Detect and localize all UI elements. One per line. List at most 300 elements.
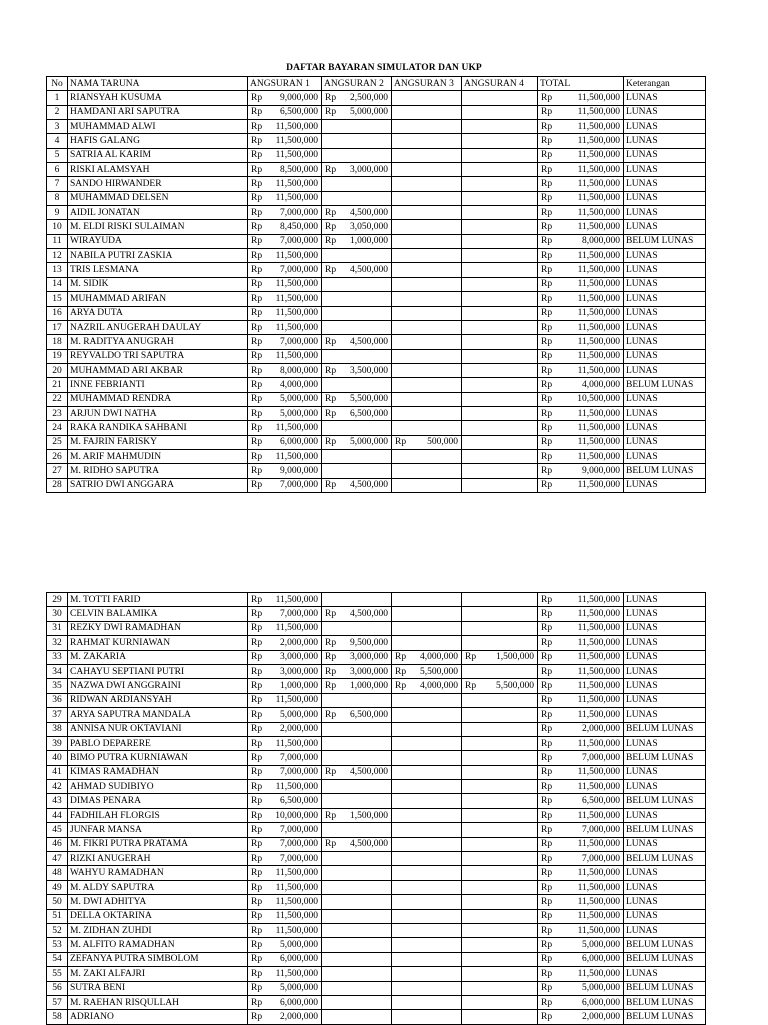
total-cell: [538, 837, 624, 851]
keterangan-cell: LUNAS: [624, 679, 706, 693]
total-cell: [538, 722, 624, 736]
row-number: 49: [47, 880, 68, 894]
angsuran-1-cell: [248, 722, 322, 736]
amount-value: 11,500,000: [275, 193, 318, 204]
header-angsuran-4: ANGSURAN 4: [462, 77, 538, 91]
amount-value: 11,500,000: [577, 868, 620, 879]
currency-label: Rp: [251, 882, 263, 893]
currency-label: Rp: [541, 293, 553, 304]
student-name: RAKA RANDIKA SAHBANI: [68, 421, 248, 435]
table-row: [47, 636, 706, 650]
amount-value: 1,000,000: [350, 681, 388, 692]
total-cell: [538, 852, 624, 866]
angsuran-3-cell: [392, 91, 462, 105]
angsuran-1-cell: [248, 909, 322, 923]
angsuran-4-cell: [462, 866, 538, 880]
angsuran-2-cell: [322, 1010, 392, 1024]
angsuran-3-cell: [392, 449, 462, 463]
amount-value: 11,500,000: [577, 351, 620, 362]
currency-label: Rp: [541, 824, 553, 835]
keterangan-cell: LUNAS: [624, 134, 706, 148]
amount-value: 11,500,000: [577, 839, 620, 850]
angsuran-1-cell: [248, 664, 322, 678]
angsuran-1-cell: [248, 464, 322, 478]
angsuran-4-cell: [462, 392, 538, 406]
amount-value: 11,500,000: [275, 781, 318, 792]
angsuran-1-cell: [248, 923, 322, 937]
currency-label: Rp: [541, 594, 553, 605]
angsuran-4-cell: [462, 378, 538, 392]
angsuran-1-cell: [248, 363, 322, 377]
amount-value: 11,500,000: [577, 896, 620, 907]
table-row: [47, 105, 706, 119]
total-cell: [538, 449, 624, 463]
student-name: M. RIDHO SAPUTRA: [68, 464, 248, 478]
table-row: [47, 664, 706, 678]
amount-value: 3,000,000: [350, 666, 388, 677]
amount-value: 6,500,000: [280, 107, 318, 118]
angsuran-1-cell: [248, 234, 322, 248]
total-cell: [538, 708, 624, 722]
student-name: TRIS LESMANA: [68, 263, 248, 277]
student-name: HAFIS GALANG: [68, 134, 248, 148]
keterangan-cell: LUNAS: [624, 406, 706, 420]
row-number: 30: [47, 607, 68, 621]
student-name: DELLA OKTARINA: [68, 909, 248, 923]
header-total: TOTAL: [538, 77, 624, 91]
amount-value: 10,500,000: [577, 394, 620, 405]
student-name: MUHAMMAD DELSEN: [68, 191, 248, 205]
amount-value: 4,000,000: [420, 681, 458, 692]
amount-value: 2,000,000: [280, 1012, 318, 1023]
angsuran-3-cell: [392, 765, 462, 779]
keterangan-cell: BELUM LUNAS: [624, 378, 706, 392]
currency-label: Rp: [541, 236, 553, 247]
row-number: 24: [47, 421, 68, 435]
currency-label: Rp: [251, 164, 263, 175]
student-name: INNE FEBRIANTI: [68, 378, 248, 392]
currency-label: Rp: [541, 738, 553, 749]
keterangan-cell: LUNAS: [624, 392, 706, 406]
angsuran-2-cell: [322, 967, 392, 981]
table-row: [47, 722, 706, 736]
row-number: 39: [47, 736, 68, 750]
currency-label: Rp: [325, 637, 337, 648]
currency-label: Rp: [251, 250, 263, 261]
table-row: [47, 421, 706, 435]
amount-value: 6,000,000: [280, 997, 318, 1008]
total-cell: [538, 220, 624, 234]
angsuran-2-cell: [322, 995, 392, 1009]
amount-value: 11,500,000: [577, 968, 620, 979]
table-row: [47, 120, 706, 134]
angsuran-4-cell: [462, 664, 538, 678]
currency-label: Rp: [395, 681, 407, 692]
angsuran-3-cell: [392, 464, 462, 478]
angsuran-1-cell: [248, 866, 322, 880]
currency-label: Rp: [541, 882, 553, 893]
row-number: 10: [47, 220, 68, 234]
currency-label: Rp: [251, 637, 263, 648]
table-row: [47, 765, 706, 779]
currency-label: Rp: [251, 394, 263, 405]
total-cell: [538, 995, 624, 1009]
amount-value: 11,500,000: [275, 868, 318, 879]
row-number: 1: [47, 91, 68, 105]
currency-label: Rp: [541, 279, 553, 290]
angsuran-1-cell: [248, 880, 322, 894]
currency-label: Rp: [251, 193, 263, 204]
angsuran-4-cell: [462, 967, 538, 981]
row-number: 11: [47, 234, 68, 248]
row-number: 32: [47, 636, 68, 650]
angsuran-4-cell: [462, 435, 538, 449]
payment-table-page-1: [46, 76, 706, 493]
angsuran-1-cell: [248, 306, 322, 320]
angsuran-1-cell: [248, 736, 322, 750]
total-cell: [538, 91, 624, 105]
keterangan-cell: BELUM LUNAS: [624, 464, 706, 478]
amount-value: 3,500,000: [350, 365, 388, 376]
row-number: 15: [47, 292, 68, 306]
currency-label: Rp: [541, 709, 553, 720]
currency-label: Rp: [251, 1012, 263, 1023]
amount-value: 11,500,000: [577, 623, 620, 634]
student-name: M. RADITYA ANUGRAH: [68, 335, 248, 349]
currency-label: Rp: [395, 437, 407, 448]
angsuran-2-cell: [322, 765, 392, 779]
amount-value: 6,000,000: [582, 954, 620, 965]
angsuran-2-cell: [322, 952, 392, 966]
keterangan-cell: LUNAS: [624, 421, 706, 435]
total-cell: [538, 392, 624, 406]
amount-value: 11,500,000: [577, 609, 620, 620]
student-name: ZEFANYA PUTRA SIMBOLOM: [68, 952, 248, 966]
currency-label: Rp: [541, 365, 553, 376]
amount-value: 11,500,000: [275, 695, 318, 706]
angsuran-1-cell: [248, 349, 322, 363]
angsuran-2-cell: [322, 693, 392, 707]
currency-label: Rp: [251, 179, 263, 190]
total-cell: [538, 938, 624, 952]
angsuran-1-cell: [248, 421, 322, 435]
angsuran-2-cell: [322, 277, 392, 291]
currency-label: Rp: [541, 179, 553, 190]
table-row: [47, 392, 706, 406]
total-cell: [538, 148, 624, 162]
currency-label: Rp: [251, 121, 263, 132]
currency-label: Rp: [251, 709, 263, 720]
angsuran-1-cell: [248, 177, 322, 191]
table-header-row: [47, 77, 706, 91]
total-cell: [538, 206, 624, 220]
angsuran-3-cell: [392, 967, 462, 981]
angsuran-1-cell: [248, 650, 322, 664]
row-number: 38: [47, 722, 68, 736]
student-name: M. TOTTI FARID: [68, 593, 248, 607]
angsuran-3-cell: [392, 292, 462, 306]
amount-value: 5,500,000: [420, 666, 458, 677]
keterangan-cell: LUNAS: [624, 895, 706, 909]
angsuran-4-cell: [462, 621, 538, 635]
student-name: NABILA PUTRI ZASKIA: [68, 249, 248, 263]
angsuran-1-cell: [248, 751, 322, 765]
amount-value: 11,500,000: [577, 265, 620, 276]
keterangan-cell: BELUM LUNAS: [624, 1010, 706, 1024]
angsuran-4-cell: [462, 1010, 538, 1024]
angsuran-2-cell: [322, 134, 392, 148]
angsuran-1-cell: [248, 981, 322, 995]
header-angsuran-2: ANGSURAN 2: [322, 77, 392, 91]
angsuran-4-cell: [462, 363, 538, 377]
angsuran-3-cell: [392, 679, 462, 693]
keterangan-cell: LUNAS: [624, 263, 706, 277]
angsuran-2-cell: [322, 621, 392, 635]
currency-label: Rp: [251, 839, 263, 850]
row-number: 29: [47, 593, 68, 607]
total-cell: [538, 349, 624, 363]
currency-label: Rp: [541, 896, 553, 907]
amount-value: 9,500,000: [350, 637, 388, 648]
angsuran-1-cell: [248, 406, 322, 420]
table-row: [47, 277, 706, 291]
amount-value: 7,000,000: [582, 752, 620, 763]
angsuran-1-cell: [248, 478, 322, 492]
angsuran-2-cell: [322, 895, 392, 909]
angsuran-3-cell: [392, 823, 462, 837]
angsuran-4-cell: [462, 808, 538, 822]
currency-label: Rp: [541, 308, 553, 319]
angsuran-3-cell: [392, 435, 462, 449]
amount-value: 11,500,000: [275, 594, 318, 605]
row-number: 23: [47, 406, 68, 420]
amount-value: 11,500,000: [275, 279, 318, 290]
angsuran-3-cell: [392, 664, 462, 678]
amount-value: 5,000,000: [350, 437, 388, 448]
angsuran-1-cell: [248, 105, 322, 119]
row-number: 27: [47, 464, 68, 478]
amount-value: 7,000,000: [280, 752, 318, 763]
angsuran-2-cell: [322, 421, 392, 435]
total-cell: [538, 191, 624, 205]
angsuran-2-cell: [322, 866, 392, 880]
table-row: [47, 206, 706, 220]
angsuran-1-cell: [248, 593, 322, 607]
amount-value: 5,500,000: [350, 394, 388, 405]
currency-label: Rp: [541, 336, 553, 347]
angsuran-2-cell: [322, 406, 392, 420]
currency-label: Rp: [251, 609, 263, 620]
currency-label: Rp: [325, 437, 337, 448]
amount-value: 11,500,000: [577, 767, 620, 778]
keterangan-cell: LUNAS: [624, 277, 706, 291]
angsuran-1-cell: [248, 206, 322, 220]
currency-label: Rp: [251, 136, 263, 147]
table-row: [47, 163, 706, 177]
angsuran-1-cell: [248, 765, 322, 779]
currency-label: Rp: [541, 796, 553, 807]
angsuran-3-cell: [392, 220, 462, 234]
student-name: CAHAYU SEPTIANI PUTRI: [68, 664, 248, 678]
currency-label: Rp: [251, 925, 263, 936]
student-name: CELVIN BALAMIKA: [68, 607, 248, 621]
angsuran-3-cell: [392, 895, 462, 909]
angsuran-3-cell: [392, 650, 462, 664]
amount-value: 2,000,000: [280, 724, 318, 735]
amount-value: 11,500,000: [577, 594, 620, 605]
total-cell: [538, 823, 624, 837]
amount-value: 11,500,000: [275, 925, 318, 936]
angsuran-3-cell: [392, 593, 462, 607]
amount-value: 5,000,000: [280, 394, 318, 405]
angsuran-3-cell: [392, 335, 462, 349]
row-number: 42: [47, 780, 68, 794]
amount-value: 11,500,000: [577, 179, 620, 190]
table-row: [47, 923, 706, 937]
keterangan-cell: LUNAS: [624, 693, 706, 707]
angsuran-3-cell: [392, 837, 462, 851]
header-angsuran-3: ANGSURAN 3: [392, 77, 462, 91]
row-number: 55: [47, 967, 68, 981]
angsuran-1-cell: [248, 435, 322, 449]
currency-label: Rp: [325, 236, 337, 247]
amount-value: 11,500,000: [275, 136, 318, 147]
angsuran-2-cell: [322, 679, 392, 693]
keterangan-cell: BELUM LUNAS: [624, 751, 706, 765]
table-row: [47, 880, 706, 894]
currency-label: Rp: [541, 164, 553, 175]
currency-label: Rp: [541, 107, 553, 118]
amount-value: 11,500,000: [577, 293, 620, 304]
angsuran-3-cell: [392, 852, 462, 866]
row-number: 35: [47, 679, 68, 693]
amount-value: 4,500,000: [350, 609, 388, 620]
student-name: JUNFAR MANSA: [68, 823, 248, 837]
table-row: [47, 234, 706, 248]
row-number: 9: [47, 206, 68, 220]
currency-label: Rp: [541, 150, 553, 161]
angsuran-1-cell: [248, 292, 322, 306]
angsuran-2-cell: [322, 794, 392, 808]
angsuran-4-cell: [462, 163, 538, 177]
currency-label: Rp: [325, 365, 337, 376]
angsuran-2-cell: [322, 191, 392, 205]
angsuran-4-cell: [462, 722, 538, 736]
currency-label: Rp: [251, 681, 263, 692]
currency-label: Rp: [251, 824, 263, 835]
angsuran-4-cell: [462, 636, 538, 650]
currency-label: Rp: [325, 408, 337, 419]
student-name: M. SIDIK: [68, 277, 248, 291]
currency-label: Rp: [251, 954, 263, 965]
angsuran-3-cell: [392, 808, 462, 822]
table-row: [47, 693, 706, 707]
amount-value: 4,500,000: [350, 767, 388, 778]
payment-table-page-2: [46, 592, 706, 1025]
table-row: [47, 607, 706, 621]
angsuran-2-cell: [322, 148, 392, 162]
amount-value: 5,000,000: [280, 983, 318, 994]
keterangan-cell: BELUM LUNAS: [624, 995, 706, 1009]
currency-label: Rp: [541, 623, 553, 634]
angsuran-4-cell: [462, 91, 538, 105]
row-number: 58: [47, 1010, 68, 1024]
currency-label: Rp: [395, 666, 407, 677]
angsuran-4-cell: [462, 736, 538, 750]
angsuran-2-cell: [322, 464, 392, 478]
student-name: KIMAS RAMADHAN: [68, 765, 248, 779]
keterangan-cell: BELUM LUNAS: [624, 823, 706, 837]
currency-label: Rp: [541, 968, 553, 979]
angsuran-1-cell: [248, 91, 322, 105]
angsuran-2-cell: [322, 249, 392, 263]
table-row: [47, 363, 706, 377]
amount-value: 11,500,000: [577, 437, 620, 448]
currency-label: Rp: [541, 839, 553, 850]
angsuran-1-cell: [248, 967, 322, 981]
keterangan-cell: BELUM LUNAS: [624, 952, 706, 966]
amount-value: 2,000,000: [280, 637, 318, 648]
student-name: WIRAYUDA: [68, 234, 248, 248]
angsuran-2-cell: [322, 105, 392, 119]
total-cell: [538, 751, 624, 765]
angsuran-2-cell: [322, 306, 392, 320]
currency-label: Rp: [541, 652, 553, 663]
amount-value: 11,500,000: [275, 322, 318, 333]
currency-label: Rp: [325, 609, 337, 620]
student-name: MUHAMMAD ARIFAN: [68, 292, 248, 306]
currency-label: Rp: [541, 954, 553, 965]
row-number: 13: [47, 263, 68, 277]
table-row: [47, 478, 706, 492]
student-name: ANNISA NUR OKTAVIANI: [68, 722, 248, 736]
currency-label: Rp: [541, 422, 553, 433]
row-number: 51: [47, 909, 68, 923]
currency-label: Rp: [541, 681, 553, 692]
currency-label: Rp: [251, 480, 263, 491]
currency-label: Rp: [251, 93, 263, 104]
student-name: ARYA SAPUTRA MANDALA: [68, 708, 248, 722]
keterangan-cell: LUNAS: [624, 607, 706, 621]
amount-value: 11,500,000: [577, 422, 620, 433]
angsuran-4-cell: [462, 607, 538, 621]
angsuran-1-cell: [248, 621, 322, 635]
student-name: SATRIO DWI ANGGARA: [68, 478, 248, 492]
keterangan-cell: LUNAS: [624, 708, 706, 722]
amount-value: 7,000,000: [280, 265, 318, 276]
keterangan-cell: LUNAS: [624, 163, 706, 177]
student-name: REZKY DWI RAMADHAN: [68, 621, 248, 635]
amount-value: 6,500,000: [350, 408, 388, 419]
table-row: [47, 449, 706, 463]
amount-value: 11,500,000: [577, 93, 620, 104]
total-cell: [538, 679, 624, 693]
currency-label: Rp: [251, 968, 263, 979]
angsuran-1-cell: [248, 952, 322, 966]
currency-label: Rp: [251, 365, 263, 376]
angsuran-3-cell: [392, 306, 462, 320]
row-number: 41: [47, 765, 68, 779]
angsuran-2-cell: [322, 206, 392, 220]
student-name: M. DWI ADHITYA: [68, 895, 248, 909]
angsuran-2-cell: [322, 938, 392, 952]
amount-value: 4,000,000: [280, 379, 318, 390]
keterangan-cell: BELUM LUNAS: [624, 234, 706, 248]
amount-value: 1,000,000: [280, 681, 318, 692]
angsuran-3-cell: [392, 148, 462, 162]
angsuran-3-cell: [392, 206, 462, 220]
angsuran-2-cell: [322, 91, 392, 105]
